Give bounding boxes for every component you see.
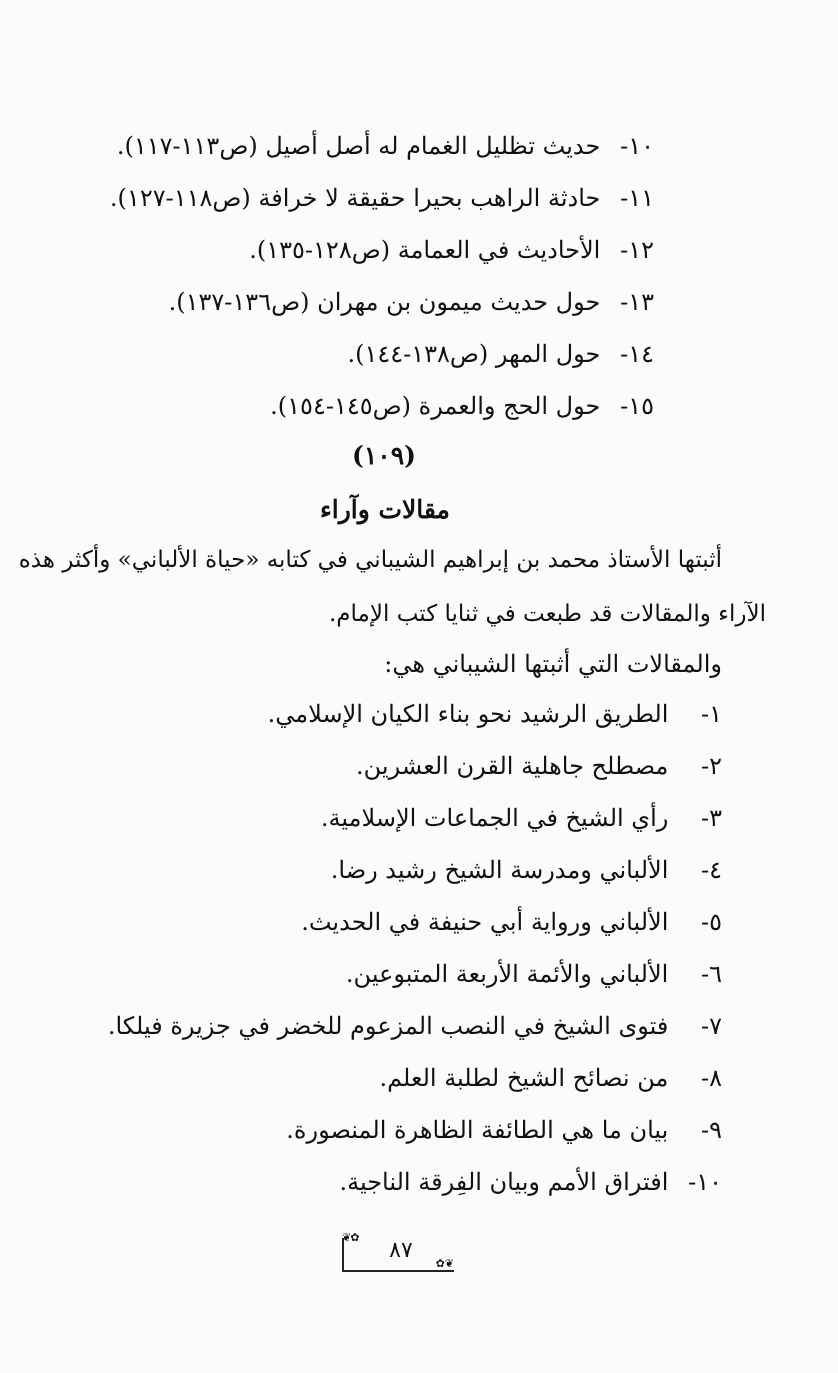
item-text: فتوى الشيخ في النصب المزعوم للخضر في جزيرة فيلكا. [107,1012,669,1040]
item-number: ٥- [701,908,722,936]
item-number: ١٣- [620,288,654,316]
item-text: رأي الشيخ في الجماعات الإسلامية. [320,804,669,832]
list-item [286,1110,722,1150]
item-text: حول حديث ميمون بن مهران (ص١٣٦-١٣٧). [168,288,601,316]
item-number: ٩- [701,1116,722,1144]
list-item [356,746,722,786]
ornament-icon: ❦✿ [342,1231,359,1244]
item-text: الألباني والأئمة الأربعة المتبوعين. [345,960,669,988]
item-number: ١٤- [620,340,654,368]
item-text: الطريق الرشيد نحو بناء الكيان الإسلامي. [267,700,669,728]
item-number: ٣- [701,804,722,832]
list-item [117,126,654,166]
item-text: من نصائح الشيخ لطلبة العلم. [379,1064,669,1092]
item-text: الأحاديث في العمامة (ص١٢٨-١٣٥). [249,236,601,264]
paragraph-line: الآراء والمقالات قد طبعت في ثنايا كتب الإمام. [329,601,766,627]
list-item [169,282,654,322]
item-number: ١- [701,700,722,728]
list-item [346,954,722,994]
list-item [268,694,722,734]
list-intro: والمقالات التي أثبتها الشيباني هي: [384,650,722,678]
item-number: ٦- [701,960,722,988]
list-item [339,1162,722,1202]
item-number: ١٢- [620,236,654,264]
item-text: حول المهر (ص١٣٨-١٤٤). [347,340,601,368]
section-title: مقالات وآراء [320,495,450,524]
item-text: حديث تظليل الغمام له أصل أصيل (ص١١٣-١١٧). [116,132,601,160]
list-item [270,386,654,426]
list-item [331,850,722,890]
page-number-box [342,1228,454,1272]
item-text: حول الحج والعمرة (ص١٤٥-١٥٤). [270,392,601,420]
item-number: ٢- [701,752,722,780]
list-item [108,1006,722,1046]
list-item [347,334,654,374]
item-text: الألباني ومدرسة الشيخ رشيد رضا. [330,856,669,884]
page-number: ٨٧ [389,1238,413,1263]
item-number: ١٠- [688,1168,722,1196]
item-text: بيان ما هي الطائفة الظاهرة المنصورة. [286,1116,669,1144]
item-text: مصطلح جاهلية القرن العشرين. [356,752,669,780]
list-item [249,230,654,270]
item-text: افتراق الأمم وبيان الفِرقة الناجية. [339,1168,669,1196]
item-number: ١١- [620,184,654,212]
item-number: ٧- [701,1012,722,1040]
item-text: حادثة الراهب بحيرا حقيقة لا خرافة (ص١١٨-١٢٧). [109,184,601,212]
section-number: (١٠٩) [352,441,416,470]
paragraph-line: أثبتها الأستاذ محمد بن إبراهيم الشيباني في كتابه «حياة الألباني» وأكثر هذه [18,547,722,573]
item-text: الألباني ورواية أبي حنيفة في الحديث. [301,908,669,936]
list-item [379,1058,722,1098]
list-item [110,178,654,218]
ornament-icon: ✿❦ [435,1257,454,1270]
list-item [321,798,722,838]
item-number: ١٠- [620,132,654,160]
item-number: ٨- [701,1064,722,1092]
item-number: ٤- [701,856,722,884]
item-number: ١٥- [620,392,654,420]
list-item [301,902,722,942]
